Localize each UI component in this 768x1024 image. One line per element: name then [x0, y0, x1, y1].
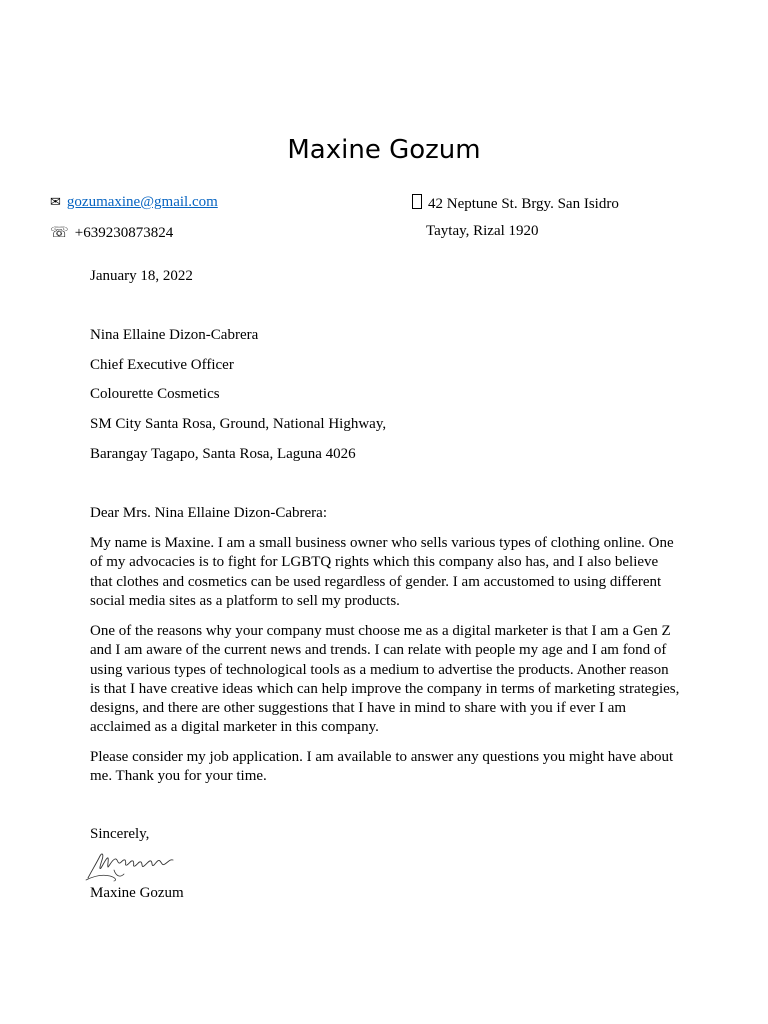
body-paragraph-1: My name is Maxine. I am a small business owner who sells various types of clothing online. One of my advocacies is to fight for LGBTQ rights which this company also has, and I also believe that clothes and cosmetics can be used regardless of gender. I am accustomed to using different social media sites as a platform to sell my products. [90, 535, 674, 609]
recipient-title: Chief Executive Officer [90, 357, 234, 373]
sender-address-line-2: Taytay, Rizal 1920 [426, 223, 539, 239]
letter-date: January 18, 2022 [90, 268, 193, 284]
email-line [50, 194, 218, 211]
closing: Sincerely, [90, 826, 150, 842]
recipient-company: Colourette Cosmetics [90, 386, 220, 402]
recipient-address-line-1: SM City Santa Rosa, Ground, National Highway, [90, 416, 387, 432]
telephone-icon: ☏ [50, 223, 69, 241]
salutation: Dear Mrs. Nina Ellaine Dizon-Cabrera: [90, 505, 327, 521]
signature-name: Maxine Gozum [90, 885, 184, 901]
location-pin-icon [412, 194, 422, 209]
phone-line [50, 223, 173, 242]
email-link[interactable]: gozumaxine@gmail.com [66, 194, 218, 210]
recipient-address-line-2: Barangay Tagapo, Santa Rosa, Laguna 4026 [90, 446, 356, 462]
recipient-name: Nina Ellaine Dizon-Cabrera [90, 327, 259, 343]
handwritten-signature [84, 846, 178, 884]
body-paragraph-3: Please consider my job application. I am available to answer any questions you might have about me. Thank you for your time. [90, 749, 674, 785]
envelope-icon: ✉ [50, 195, 61, 210]
phone-number: +639230873824 [74, 225, 174, 241]
sender-address-line-1: 42 Neptune St. Brgy. San Isidro [428, 196, 619, 212]
address-line-1 [412, 194, 619, 213]
body-paragraph-2: One of the reasons why your company must choose me as a digital marketer is that I am a Gen Z and I am aware of the current news and trends. I can relate with people my age and I am fond of using various types of technological tools as a medium to advertise the products. Another reason is that I have creative ideas which can help improve the company in terms of marketing strategies, designs, and there are other suggestions that I have in mind to share with you if ever I am acclaimed as a digital marketer in this company. [90, 623, 680, 736]
page-title: Maxine Gozum [287, 135, 481, 165]
